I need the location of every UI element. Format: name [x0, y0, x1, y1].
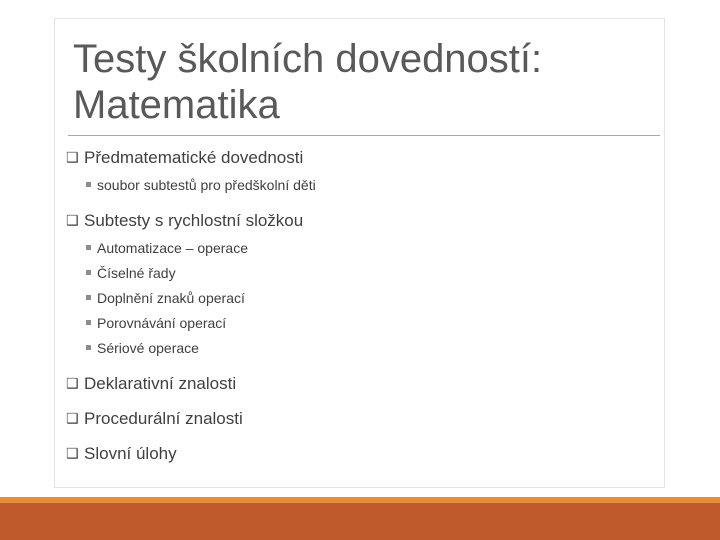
- q-bullet-icon: ❑: [66, 376, 79, 392]
- title-divider: [68, 135, 660, 136]
- sub-list: [66, 235, 656, 360]
- q-bullet-icon: ❑: [66, 150, 79, 166]
- sub-bullet-item: [66, 335, 656, 360]
- title-line-1: Testy školních dovedností:: [73, 37, 543, 81]
- q-bullet-icon: ❑: [66, 213, 79, 229]
- square-bullet-icon: [86, 270, 91, 275]
- sub-bullet-item: [66, 310, 656, 335]
- q-bullet-icon: ❑: [66, 446, 79, 462]
- q-bullet-icon: ❑: [66, 411, 79, 427]
- title-line-2: Matematika: [73, 83, 280, 127]
- sub-bullet-label: soubor subtestů pro předškolní děti: [97, 176, 316, 193]
- bullet-item: [66, 407, 656, 431]
- square-bullet-icon: [86, 295, 91, 300]
- bullet-label: Slovní úlohy: [84, 444, 177, 463]
- footer-accent-stripe: [0, 497, 720, 503]
- sub-bullet-item: [66, 172, 656, 197]
- sub-bullet-label: Automatizace – operace: [97, 239, 248, 256]
- bullet-item: [66, 146, 656, 170]
- slide-title: [73, 36, 673, 128]
- slide-content: [66, 146, 656, 466]
- square-bullet-icon: [86, 320, 91, 325]
- square-bullet-icon: [86, 345, 91, 350]
- sub-bullet-label: Číselné řady: [97, 264, 176, 281]
- sub-bullet-label: Sériové operace: [97, 339, 199, 356]
- bullet-label: Procedurální znalosti: [84, 409, 243, 428]
- sub-bullet-label: Porovnávání operací: [97, 314, 227, 331]
- sub-bullet-item: [66, 285, 656, 310]
- bullet-label: Deklarativní znalosti: [84, 374, 237, 393]
- sub-list: [66, 172, 656, 197]
- square-bullet-icon: [86, 182, 91, 187]
- bullet-item: [66, 442, 656, 466]
- bullet-item: [66, 209, 656, 233]
- sub-bullet-item: [66, 235, 656, 260]
- sub-bullet-item: [66, 260, 656, 285]
- sub-bullet-label: Doplnění znaků operací: [97, 289, 245, 306]
- bullet-label: Předmatematické dovednosti: [84, 148, 304, 167]
- square-bullet-icon: [86, 245, 91, 250]
- bullet-label: Subtesty s rychlostní složkou: [84, 211, 304, 230]
- footer-accent-bar: [0, 497, 720, 540]
- bullet-item: [66, 372, 656, 396]
